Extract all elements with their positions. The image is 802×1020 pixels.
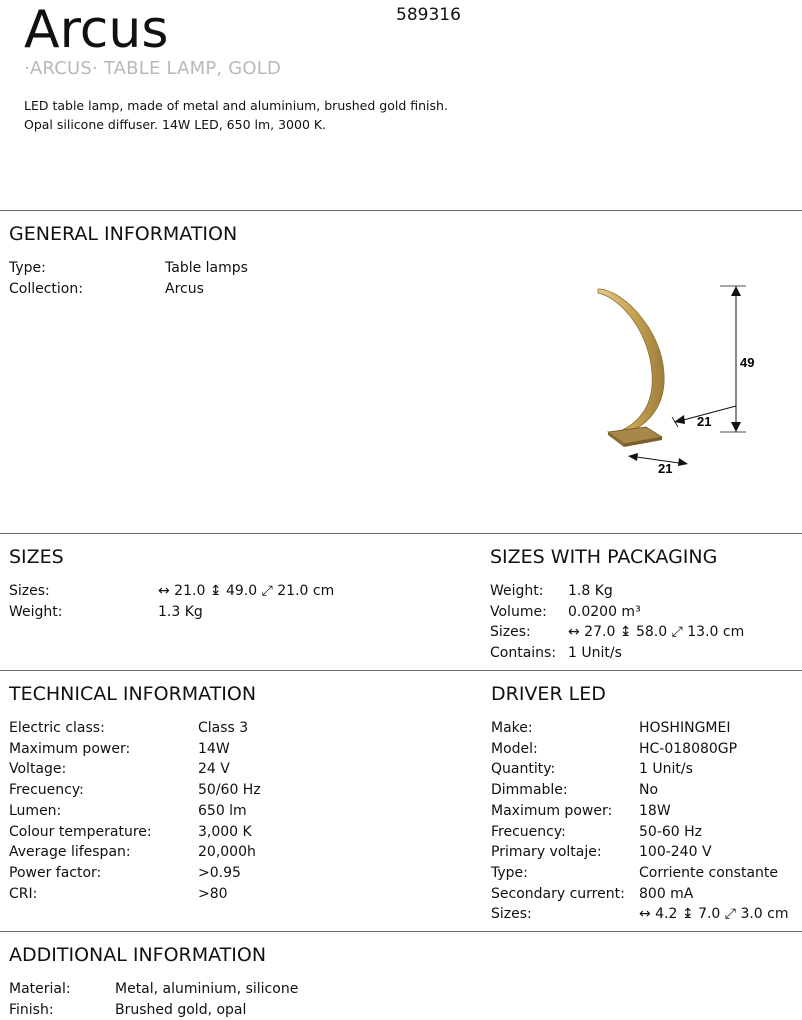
- row-value: Corriente constante: [639, 864, 779, 881]
- description-line: Opal silicone diffuser. 14W LED, 650 lm, 3000 K.: [24, 117, 327, 132]
- technical-row: [9, 759, 261, 780]
- row-label: Lumen:: [9, 802, 62, 819]
- divider: [0, 931, 802, 932]
- row-label: Power factor:: [9, 864, 102, 881]
- row-value: Metal, aluminium, silicone: [115, 981, 299, 997]
- driver-row: [491, 718, 789, 739]
- driver-row: [491, 842, 789, 863]
- row-value: ↔ 21.0 ↨ 49.0 ⤢ 21.0 cm: [158, 583, 335, 599]
- row-label: Model:: [491, 740, 538, 757]
- arrowhead: [628, 453, 638, 461]
- divider: [0, 670, 802, 671]
- row-value: HC-018080GP: [639, 740, 738, 757]
- sizes-table: [9, 581, 334, 622]
- row-label: Maximum power:: [9, 740, 131, 757]
- driver-row: [491, 822, 789, 843]
- row-label: Contains:: [490, 645, 557, 662]
- depth-label: 21: [697, 414, 712, 429]
- row-label: Maximum power:: [491, 802, 613, 819]
- product-title: Arcus: [24, 0, 169, 60]
- row-value: Brushed gold, opal: [115, 1001, 247, 1018]
- row-label: Secondary current:: [491, 885, 625, 902]
- row-label: Material:: [9, 981, 71, 997]
- row-label: Make:: [491, 720, 533, 736]
- packaging-row: [490, 643, 744, 664]
- row-label: Frecuency:: [491, 823, 566, 840]
- driver-row: [491, 863, 789, 884]
- packaging-title: SIZES WITH PACKAGING: [490, 546, 718, 568]
- lamp-arc: [598, 289, 664, 434]
- technical-info-title: TECHNICAL INFORMATION: [9, 683, 257, 705]
- driver-row: [491, 904, 789, 925]
- general-info-table: [9, 258, 248, 299]
- height-label: 49: [740, 355, 755, 370]
- row-value: Table lamps: [165, 260, 248, 276]
- row-label: CRI:: [9, 885, 38, 902]
- row-value: 800 mA: [639, 885, 694, 902]
- additional-info-title: ADDITIONAL INFORMATION: [9, 944, 267, 966]
- row-label: Weight:: [490, 583, 544, 599]
- row-value: No: [639, 782, 659, 799]
- row-label: Type:: [491, 864, 528, 881]
- divider: [0, 533, 802, 534]
- row-label: Average lifespan:: [9, 844, 131, 861]
- row-value: 14W: [198, 740, 230, 757]
- technical-row: [9, 801, 261, 822]
- row-value: HOSHINGMEI: [639, 720, 731, 736]
- row-label: Collection:: [9, 280, 83, 297]
- row-label: Frecuency:: [9, 782, 84, 799]
- product-drawing: [590, 276, 780, 481]
- row-value: ↔ 27.0 ↨ 58.0 ⤢ 13.0 cm: [568, 624, 745, 641]
- general-info-row: [9, 258, 248, 279]
- driver-led-table: [491, 718, 789, 925]
- technical-row: [9, 863, 261, 884]
- driver-row: [491, 780, 789, 801]
- sizes-row: [9, 581, 334, 602]
- product-code: 589316: [396, 5, 461, 25]
- additional-info-table: [9, 979, 298, 1020]
- driver-led-title: DRIVER LED: [491, 683, 606, 705]
- width-label: 21: [658, 461, 673, 476]
- row-value: ↔ 4.2 ↨ 7.0 ⤢ 3.0 cm: [639, 906, 789, 923]
- row-value: >0.95: [198, 864, 241, 881]
- divider: [0, 210, 802, 211]
- row-value: 0.0200 m³: [568, 603, 641, 620]
- row-value: 1.3 Kg: [158, 603, 203, 620]
- technical-row: [9, 884, 261, 905]
- row-label: Dimmable:: [491, 782, 568, 799]
- product-subtitle: ·ARCUS· TABLE LAMP, GOLD: [24, 58, 282, 79]
- row-value: 3,000 K: [198, 823, 252, 840]
- packaging-row: [490, 602, 744, 623]
- row-value: 100-240 V: [639, 844, 712, 861]
- row-label: Finish:: [9, 1001, 54, 1018]
- row-label: Quantity:: [491, 761, 556, 778]
- technical-row: [9, 780, 261, 801]
- arrowhead: [678, 458, 688, 466]
- packaging-row: [490, 622, 744, 643]
- technical-row: [9, 842, 261, 863]
- row-value: 1 Unit/s: [568, 645, 622, 662]
- general-info-row: [9, 279, 248, 300]
- sizes-title: SIZES: [9, 546, 64, 568]
- row-value: >80: [198, 885, 228, 902]
- arrowhead: [731, 422, 741, 432]
- product-description: [24, 96, 484, 134]
- row-label: Electric class:: [9, 720, 105, 736]
- row-label: Colour temperature:: [9, 823, 152, 840]
- driver-row: [491, 884, 789, 905]
- row-label: Volume:: [490, 603, 547, 620]
- general-info-title: GENERAL INFORMATION: [9, 223, 238, 245]
- row-value: Class 3: [198, 720, 249, 736]
- row-label: Type:: [9, 260, 46, 276]
- row-value: Arcus: [165, 280, 204, 297]
- row-value: 18W: [639, 802, 671, 819]
- row-value: 1 Unit/s: [639, 761, 693, 778]
- description-line: LED table lamp, made of metal and aluminium, brushed gold finish.: [24, 98, 448, 113]
- row-label: Voltage:: [9, 761, 67, 778]
- row-label: Sizes:: [491, 906, 532, 923]
- row-label: Sizes:: [9, 583, 50, 599]
- packaging-table: [490, 581, 744, 664]
- row-value: 24 V: [198, 761, 230, 778]
- row-value: 1.8 Kg: [568, 583, 613, 599]
- row-label: Sizes:: [490, 624, 531, 641]
- sizes-row: [9, 602, 334, 623]
- technical-info-table: [9, 718, 261, 904]
- row-value: 650 lm: [198, 802, 247, 819]
- technical-row: [9, 718, 261, 739]
- row-label: Primary voltaje:: [491, 844, 602, 861]
- arrowhead: [731, 286, 741, 296]
- technical-row: [9, 739, 261, 760]
- driver-row: [491, 759, 789, 780]
- row-label: Weight:: [9, 603, 63, 620]
- row-value: 50/60 Hz: [198, 782, 261, 799]
- additional-row: [9, 979, 298, 1000]
- row-value: 20,000h: [198, 844, 256, 861]
- additional-row: [9, 1000, 298, 1020]
- technical-row: [9, 822, 261, 843]
- driver-row: [491, 801, 789, 822]
- packaging-row: [490, 581, 744, 602]
- driver-row: [491, 739, 789, 760]
- row-value: 50-60 Hz: [639, 823, 703, 840]
